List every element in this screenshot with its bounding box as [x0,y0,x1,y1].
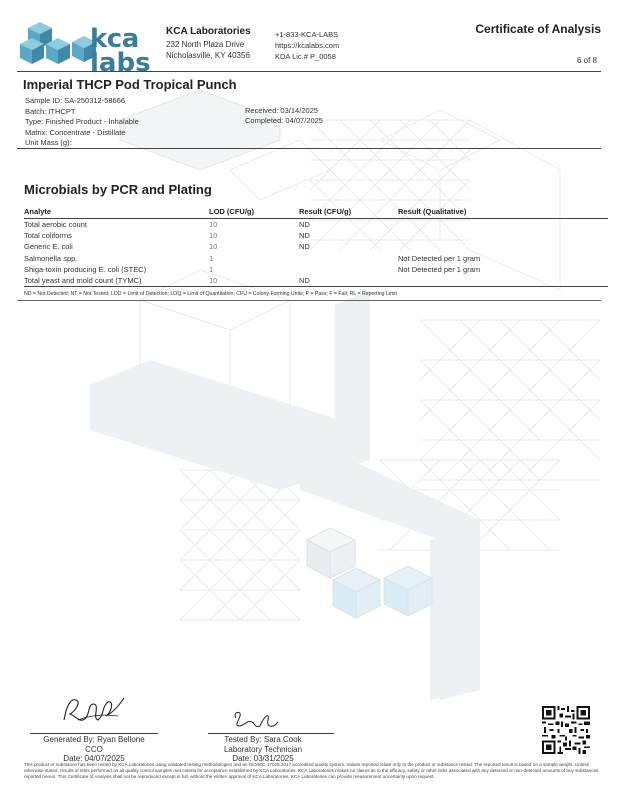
company-name: KCA Laboratories [166,26,251,37]
document-title: Certificate of Analysis [475,22,601,36]
tested-by: Tested By: Sara Cook [224,735,302,744]
analyte-cell: Shiga-toxin producing E. coli (STEC) [24,264,147,274]
qualitative-cell [398,241,608,252]
table-row [24,230,608,241]
analyte-cell: Total yeast and mold count (TYMC) [24,275,209,286]
qualitative-cell [398,230,608,241]
column-header-lod: LOD (CFU/g) [209,206,299,219]
table-row [24,219,608,230]
company-contact [275,29,339,62]
phone-number: +1-833-KCA-LABS [275,30,339,39]
logo-wordmark-kca: kca [90,24,139,54]
qualitative-cell [398,275,608,286]
lod-cell: 1 [209,253,214,263]
analyte-cell: Total aerobic count [24,219,87,229]
generated-by-role: CCO [85,744,103,754]
company-address [166,26,251,61]
abbreviations-footnote: ND = Not Detected; NT = Not Tested; LOD = Limit of Detection; LOQ = Limit of Quantitation; CFU = Colony Forming Units; P = Pass; F = Fail; RL = Reporting Limit [24,291,397,297]
result-cell: ND [299,230,310,240]
table-row [24,252,608,263]
tested-by-role: Laboratory Technician [223,744,303,754]
result-cell: ND [299,219,310,229]
signature-block-1 [30,735,158,764]
license-number: KDA Lic.# P_0058 [275,52,336,61]
section-title: Microbials by PCR and Plating [24,182,212,197]
completed-date: Completed: 04/07/2025 [245,116,323,125]
lod-cell: 10 [209,242,218,252]
product-title: Imperial THCP Pod Tropical Punch [23,77,237,92]
product-type: Type: Finished Product - Inhalable [25,117,139,126]
sample-info [25,96,139,149]
result-cell: ND [299,275,398,286]
qualitative-cell: Not Detected per 1 gram [398,264,481,274]
lod-cell: 10 [209,219,218,229]
table-header-row [24,206,608,219]
column-header-analyte: Analyte [24,206,209,219]
header-divider [17,71,601,72]
sample-dates [245,106,323,126]
signature-ryan-bellone [58,690,128,730]
page-number: 6 of 8 [576,56,597,65]
result-cell: ND [299,242,310,252]
address-line-2: Nicholasville, KY 40356 [166,51,250,60]
received-date: Received: 03/14/2025 [245,106,318,115]
tested-by-date: Date: 03/31/2025 [232,754,294,763]
lod-cell: 10 [209,230,218,240]
qualitative-cell [398,219,608,230]
column-header-result: Result (CFU/g) [299,206,398,219]
generated-by-date: Date: 04/07/2025 [63,754,125,763]
matrix: Matrix: Concentrate - Distillate [25,127,126,137]
signature-block-2 [200,735,326,764]
unit-mass: Unit Mass (g): [25,138,72,147]
logo-wordmark-labs: labs [90,48,151,78]
lod-cell: 1 [209,264,214,274]
analyte-cell: Generic E. coli [24,242,73,252]
analyte-cell: Salmonella spp. [24,253,78,263]
address-line-1: 232 North Plaza Drive [166,40,245,49]
lod-cell: 10 [209,275,299,286]
signature-line-2 [208,733,334,734]
signature-sara-cook [230,708,282,734]
signature-line-1 [30,733,158,734]
generated-by: Generated By: Ryan Bellone [43,735,145,744]
analyte-cell: Total coliforms [24,230,72,240]
column-header-qualitative: Result (Qualitative) [398,206,608,219]
qualitative-cell: Not Detected per 1 gram [398,253,481,263]
batch: Batch: ITHCPT [25,106,76,116]
microbials-results-table [24,206,608,287]
footnote-divider [17,300,601,301]
legal-disclaimer: This product or substance has been tested by KCA Laboratories using validated testing methodologies and an ISO/IEC 17025:2017 accredited quality system. Values reported relate only to the product or substance tested. The reported result is based on a sample weight. Unless otherwise stated, results of tests performed on all quality control samples met criteria for acceptance established by KCA Laboratories. KCA Laboratories makes no claims as to the efficacy, safety or other risks associated with any detected or non-detected amounts of any substances reported herein. This Certificate of Analysis shall not be reproduced except in full, without the written approval of KCA Laboratories. KCA Laboratories can provide measurement uncertainty upon request. [24,762,599,779]
info-divider [17,148,601,149]
website-link[interactable]: https://kcalabs.com [275,41,340,50]
sample-id: Sample ID: SA-250312-58666 [25,96,126,105]
kca-labs-logo [18,14,168,78]
qr-code-icon[interactable] [542,706,590,754]
table-row [24,264,608,275]
table-row [24,241,608,252]
result-cell [299,264,398,275]
table-row [24,275,608,286]
result-cell [299,252,398,263]
